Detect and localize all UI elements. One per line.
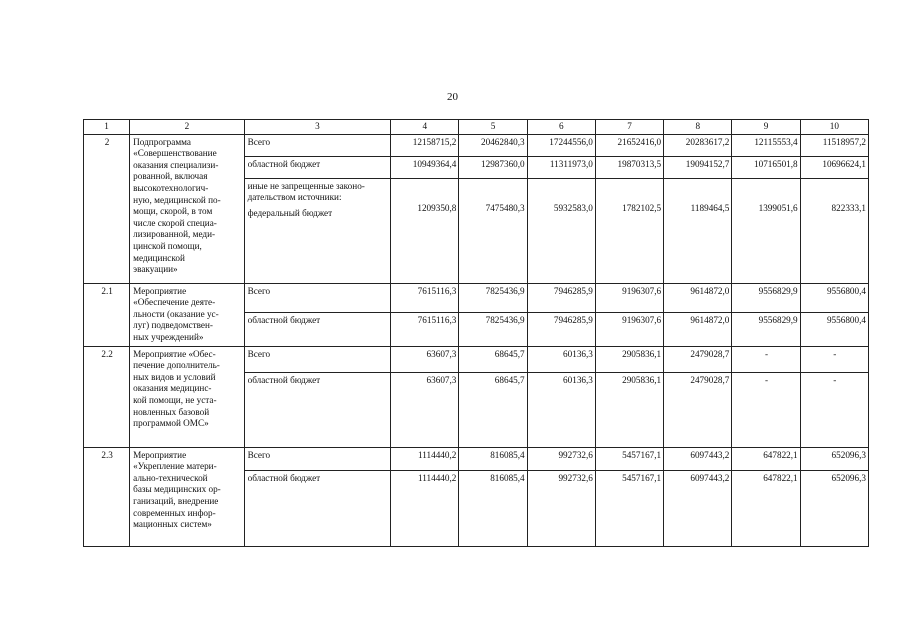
value-cell: 11518957,2 xyxy=(800,134,868,156)
value-cell: 1209350,8 xyxy=(391,178,459,283)
value-cell: 1782102,5 xyxy=(595,178,663,283)
name-line: кой помощи, не уста- xyxy=(133,394,217,405)
page-number: 20 xyxy=(447,91,458,103)
value-cell: - xyxy=(732,372,800,447)
value-cell: 652096,3 xyxy=(800,470,868,546)
name-line: ную, медицинской по- xyxy=(133,194,221,205)
row-name xyxy=(130,447,244,546)
header-row xyxy=(84,120,869,135)
name-line: высокотехнологич- xyxy=(133,182,209,193)
source-label: Всего xyxy=(244,346,391,372)
value-cell: 19094152,7 xyxy=(664,156,732,178)
row-name xyxy=(130,346,244,447)
value-cell: 12158715,2 xyxy=(391,134,459,156)
source-label xyxy=(244,178,391,283)
name-line: базы медицинских ор- xyxy=(133,484,221,495)
name-line: «Совершенствование xyxy=(133,148,217,159)
value-cell: 992732,6 xyxy=(527,447,595,470)
value-cell: - xyxy=(800,346,868,372)
source-label-line: дательством источники: xyxy=(247,192,342,203)
name-line: мощи, скорой, в том xyxy=(133,206,213,217)
value-cell: 7946285,9 xyxy=(527,283,595,312)
value-cell: 1189464,5 xyxy=(664,178,732,283)
name-line: новленных базовой xyxy=(133,406,210,417)
value-cell: 68645,7 xyxy=(459,372,527,447)
value-cell: 19870313,5 xyxy=(595,156,663,178)
value-cell: 6097443,2 xyxy=(664,447,732,470)
value-cell: 9196307,6 xyxy=(595,312,663,346)
name-line: современных инфор- xyxy=(133,507,216,518)
value-cell: 63607,3 xyxy=(391,346,459,372)
name-line: рованной, включая xyxy=(133,171,208,182)
column-header: 10 xyxy=(800,120,868,135)
name-line: Мероприятие xyxy=(133,285,187,296)
value-cell: 12115553,4 xyxy=(732,134,800,156)
value-cell: 9556800,4 xyxy=(800,312,868,346)
value-cell: - xyxy=(732,346,800,372)
row-number: 2.1 xyxy=(84,283,130,346)
value-cell: 652096,3 xyxy=(800,447,868,470)
value-cell: 1114440,2 xyxy=(391,470,459,546)
name-line: мационных систем» xyxy=(133,519,212,530)
value-cell: 12987360,0 xyxy=(459,156,527,178)
value-cell: 10716501,8 xyxy=(732,156,800,178)
row-name xyxy=(130,134,244,283)
value-cell: 7946285,9 xyxy=(527,312,595,346)
name-line: медицинской xyxy=(133,252,185,263)
value-cell: 20283617,2 xyxy=(664,134,732,156)
value-cell: 9556829,9 xyxy=(732,283,800,312)
value-cell: 10696624,1 xyxy=(800,156,868,178)
table-row xyxy=(84,283,869,312)
value-cell: 9196307,6 xyxy=(595,283,663,312)
value-cell: 5932583,0 xyxy=(527,178,595,283)
value-cell: 6097443,2 xyxy=(664,470,732,546)
name-line: печение дополнитель- xyxy=(133,360,220,371)
name-line: программой ОМС» xyxy=(133,418,209,429)
value-cell: 11311973,0 xyxy=(527,156,595,178)
source-label: областной бюджет xyxy=(244,470,391,546)
value-cell: 21652416,0 xyxy=(595,134,663,156)
name-line: Мероприятие «Обес- xyxy=(133,348,216,359)
name-line: Подпрограмма xyxy=(133,136,191,147)
column-header: 2 xyxy=(130,120,244,135)
value-cell: 9614872,0 xyxy=(664,283,732,312)
value-cell: 816085,4 xyxy=(459,447,527,470)
value-cell: 7615116,3 xyxy=(391,283,459,312)
value-cell: 17244556,0 xyxy=(527,134,595,156)
name-line: «Обеспечение деяте- xyxy=(133,297,216,308)
value-cell: 2479028,7 xyxy=(664,346,732,372)
value-cell: 10949364,4 xyxy=(391,156,459,178)
value-cell: 5457167,1 xyxy=(595,470,663,546)
value-cell: 2479028,7 xyxy=(664,372,732,447)
name-line: цинской помощи, xyxy=(133,240,202,251)
value-cell: 822333,1 xyxy=(800,178,868,283)
value-cell: 1399051,6 xyxy=(732,178,800,283)
value-cell: 9556800,4 xyxy=(800,283,868,312)
value-cell: 2905836,1 xyxy=(595,346,663,372)
name-line: ально-технической xyxy=(133,472,208,483)
value-cell: 7825436,9 xyxy=(459,283,527,312)
name-line: льности (оказание ус- xyxy=(133,308,219,319)
source-label: Всего xyxy=(244,283,391,312)
row-number: 2.3 xyxy=(84,447,130,546)
name-line: ных видов и условий xyxy=(133,371,216,382)
value-cell: 7475480,3 xyxy=(459,178,527,283)
name-line: ных учреждений» xyxy=(133,331,204,342)
source-label: Всего xyxy=(244,447,391,470)
row-name xyxy=(130,283,244,346)
value-cell: 63607,3 xyxy=(391,372,459,447)
value-cell: 992732,6 xyxy=(527,470,595,546)
column-header: 3 xyxy=(244,120,391,135)
name-line: эвакуации» xyxy=(133,264,178,275)
source-label: областной бюджет xyxy=(244,312,391,346)
value-cell: 68645,7 xyxy=(459,346,527,372)
value-cell: 7615116,3 xyxy=(391,312,459,346)
name-line: Мероприятие xyxy=(133,449,187,460)
value-cell: 2905836,1 xyxy=(595,372,663,447)
column-header: 8 xyxy=(664,120,732,135)
name-line: ганизаций, внедрение xyxy=(133,495,219,506)
value-cell: - xyxy=(800,372,868,447)
row-number: 2.2 xyxy=(84,346,130,447)
value-cell: 9556829,9 xyxy=(732,312,800,346)
column-header: 1 xyxy=(84,120,130,135)
name-line: лизированной, меди- xyxy=(133,229,216,240)
column-header: 7 xyxy=(595,120,663,135)
source-label: областной бюджет xyxy=(244,156,391,178)
value-cell: 20462840,3 xyxy=(459,134,527,156)
value-cell: 60136,3 xyxy=(527,372,595,447)
source-label-line: иные не запрещенные законо- xyxy=(247,180,365,191)
value-cell: 816085,4 xyxy=(459,470,527,546)
column-header: 4 xyxy=(391,120,459,135)
name-line: оказания специализи- xyxy=(133,159,219,170)
column-header: 6 xyxy=(527,120,595,135)
table-row xyxy=(84,447,869,470)
name-line: числе скорой специа- xyxy=(133,217,217,228)
value-cell: 647822,1 xyxy=(732,447,800,470)
column-header: 9 xyxy=(732,120,800,135)
value-cell: 9614872,0 xyxy=(664,312,732,346)
source-label: Всего xyxy=(244,134,391,156)
row-number: 2 xyxy=(84,134,130,283)
name-line: оказания медицинс- xyxy=(133,383,212,394)
column-header: 5 xyxy=(459,120,527,135)
value-cell: 1114440,2 xyxy=(391,447,459,470)
table-row xyxy=(84,134,869,156)
name-line: «Укрепление матери- xyxy=(133,461,217,472)
table-row xyxy=(84,346,869,372)
budget-table xyxy=(83,119,869,547)
value-cell: 647822,1 xyxy=(732,470,800,546)
name-line: луг) подведомствен- xyxy=(133,320,213,331)
value-cell: 5457167,1 xyxy=(595,447,663,470)
source-label: областной бюджет xyxy=(244,372,391,447)
source-sublabel: федеральный бюджет xyxy=(247,207,333,218)
value-cell: 7825436,9 xyxy=(459,312,527,346)
value-cell: 60136,3 xyxy=(527,346,595,372)
